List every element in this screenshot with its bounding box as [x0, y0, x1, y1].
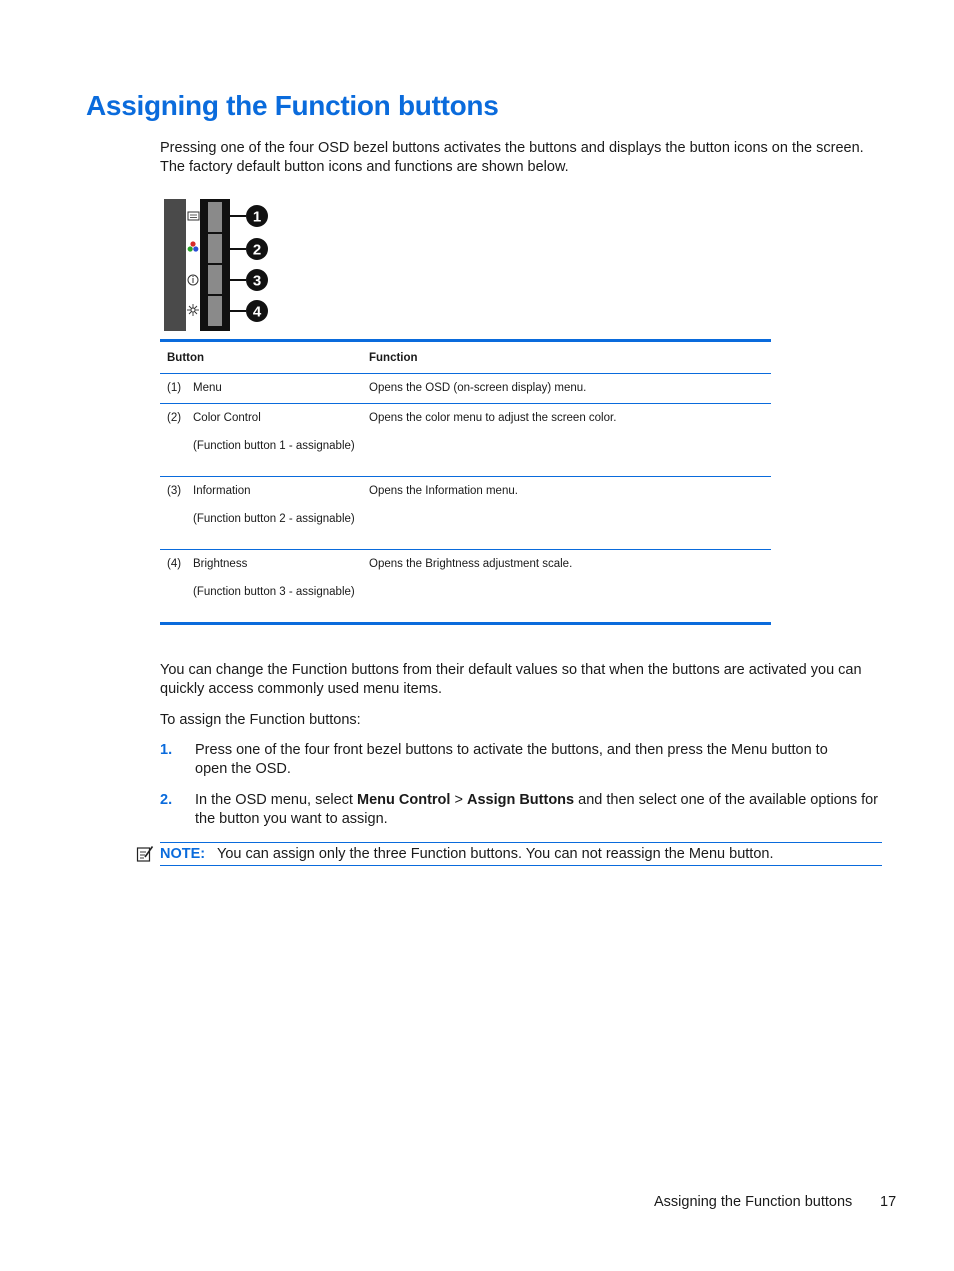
table-row: [160, 477, 771, 550]
callout-3: [246, 269, 268, 291]
assign-intro: To assign the Function buttons:: [160, 712, 361, 728]
header-button: Button: [167, 351, 205, 364]
table-row: [160, 550, 771, 625]
callout-2: [246, 238, 268, 260]
row-function: Opens the Information menu.: [369, 485, 518, 497]
page-title: Assigning the Function buttons: [86, 90, 499, 121]
step-2: [160, 791, 885, 829]
row-function: Opens the color menu to adjust the screen color.: [369, 412, 617, 424]
svg-text:1: 1: [252, 208, 262, 226]
menu-control-term: Menu Control: [357, 792, 451, 808]
note-label: NOTE:: [160, 846, 206, 862]
step-text: In the OSD menu, select Menu Control > Assign Buttons and then select one of the available options for the button you want to assign.: [195, 792, 879, 827]
row-button-name: Menu: [193, 382, 222, 394]
step-text: Press one of the four front bezel buttons to activate the buttons, and then press the Menu button to open the OSD.: [195, 742, 828, 777]
step-number: 2.: [160, 792, 173, 808]
footer-section-title: Assigning the Function buttons: [654, 1194, 853, 1210]
row-number: (3): [167, 485, 182, 497]
row-button-note: (Function button 2 - assignable): [193, 513, 355, 525]
assign-buttons-term: Assign Buttons: [466, 792, 575, 808]
row-number: (4): [167, 558, 182, 570]
intro-line: Pressing one of the four OSD bezel buttons activates the buttons and displays the button icons on the screen.: [160, 140, 864, 156]
svg-text:2: 2: [252, 241, 262, 259]
row-number: (1): [167, 382, 182, 394]
note-text: You can assign only the three Function buttons. You can not reassign the Menu button.: [217, 846, 774, 862]
callout-1: [246, 205, 268, 227]
bezel-buttons-illustration: [164, 199, 279, 331]
row-function: Opens the OSD (on-screen display) menu.: [369, 382, 587, 394]
button-function-table: [160, 339, 771, 625]
row-button-name: Color Control (Function button 1 - assignable): [193, 410, 369, 470]
footer-page-number: 17: [880, 1194, 897, 1210]
intro-line: The factory default button icons and functions are shown below.: [160, 159, 569, 175]
step-1: [160, 741, 885, 779]
row-button-note: (Function button 3 - assignable): [193, 586, 355, 598]
svg-text:3: 3: [252, 272, 262, 290]
row-button-name: Brightness (Function button 3 - assignable): [193, 556, 369, 616]
table-header: [160, 342, 771, 374]
change-line: quickly access commonly used menu items.: [160, 681, 443, 697]
row-button-note: (Function button 1 - assignable): [193, 440, 355, 452]
change-paragraph: [160, 661, 885, 699]
row-number: (2): [167, 412, 182, 424]
row-function: Opens the Brightness adjustment scale.: [369, 558, 573, 570]
svg-text:4: 4: [252, 303, 262, 321]
note-box: [160, 842, 882, 866]
callout-4: [246, 300, 268, 322]
table-row: [160, 374, 771, 404]
header-function: Function: [369, 351, 418, 364]
table-row: [160, 404, 771, 477]
note-icon: [136, 845, 154, 863]
intro-paragraph: [160, 139, 885, 177]
change-line: You can change the Function buttons from their default values so that when the buttons are activated you can: [160, 662, 862, 678]
step-number: 1.: [160, 742, 173, 758]
row-button-name: Information (Function button 2 - assignable): [193, 483, 369, 543]
